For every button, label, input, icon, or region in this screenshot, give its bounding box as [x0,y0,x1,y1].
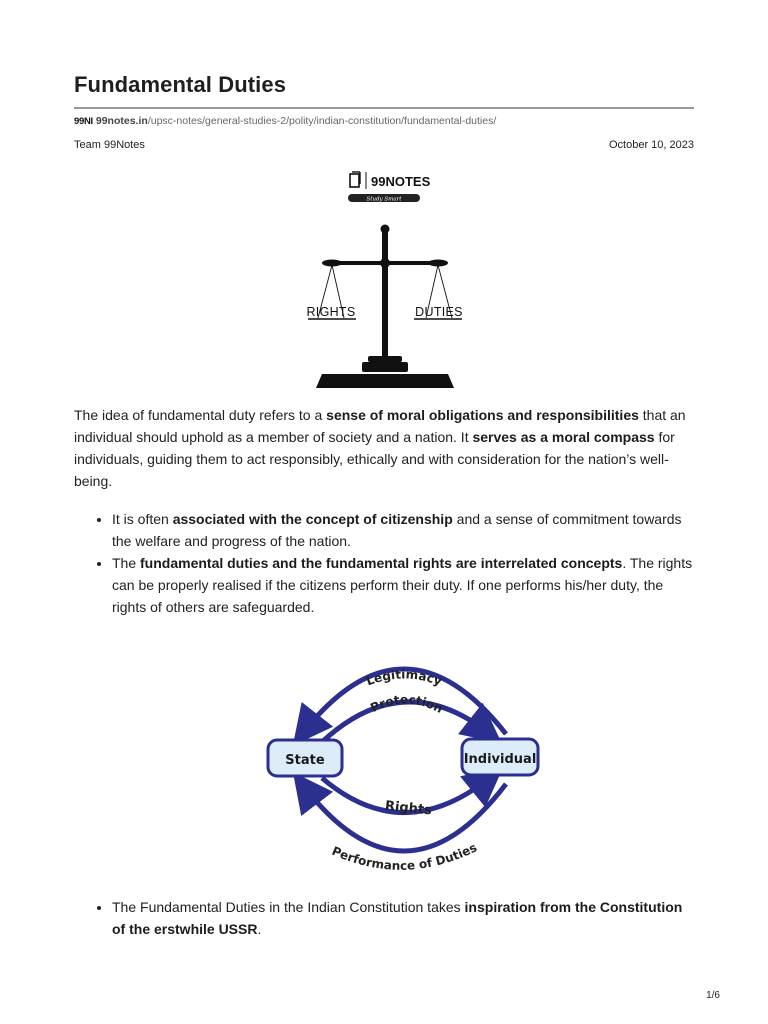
bullet-list [74,508,694,618]
legitimacy-label: Legitimacy [364,667,444,689]
state-label: State [285,753,325,768]
publish-date: October 10, 2023 [608,139,694,151]
logo-tagline: Study Smart [366,196,402,203]
scale-left-pan-label: RIGHTS [306,305,356,319]
url-path[interactable]: /upsc-notes/general-studies-2/polity/indian-constitution/fundamental-duties/ [147,115,497,127]
rights-duties-scale-image [306,168,463,390]
page-title: Fundamental Duties [74,72,287,97]
list-item: • The Fundamental Duties in the Indian Constitution takes inspiration from the Constitution of the erstwhile USSR. [112,896,694,940]
protection-label: Protection [368,692,446,716]
duties-arrow [302,784,506,851]
author-name: Team 99Notes [74,139,145,151]
notes-book-icon [350,172,360,187]
rights-label: Rights [384,798,433,819]
intro-paragraph: The idea of fundamental duty refers to a sense of moral obligations and responsibilities that an individual should uphold as a member of society and a nation. It serves as a moral compass for individuals, guiding them to act responsibly, ethically and with consideration for the nation’s well-being. [74,407,686,489]
list-item: • The fundamental duties and the fundamental rights are interrelated concepts. The rights can be properly realised if the citizens perform their duty. If one performs his/her duty, the rights of others are safeguarded. [112,552,694,618]
source-url-line[interactable] [74,115,496,127]
url-domain[interactable]: 99notes.in [95,115,148,127]
site-favicon-icon: 99NI [74,116,93,127]
individual-label: Individual [463,752,537,767]
page-number: 1/6 [706,990,720,1001]
scale-right-pan-label: DUTIES [415,305,463,319]
bullet-list-2 [74,896,694,940]
list-item: • It is often associated with the concept of citizenship and a sense of commitment towards the welfare and progress of the nation. [112,508,694,552]
logo-brand: 99NOTES [371,174,431,189]
balance-scale-icon [306,168,463,390]
duties-label: Performance of Duties [329,840,480,873]
protection-arrow [322,702,490,742]
title-divider [74,107,694,109]
state-individual-diagram [262,626,546,880]
